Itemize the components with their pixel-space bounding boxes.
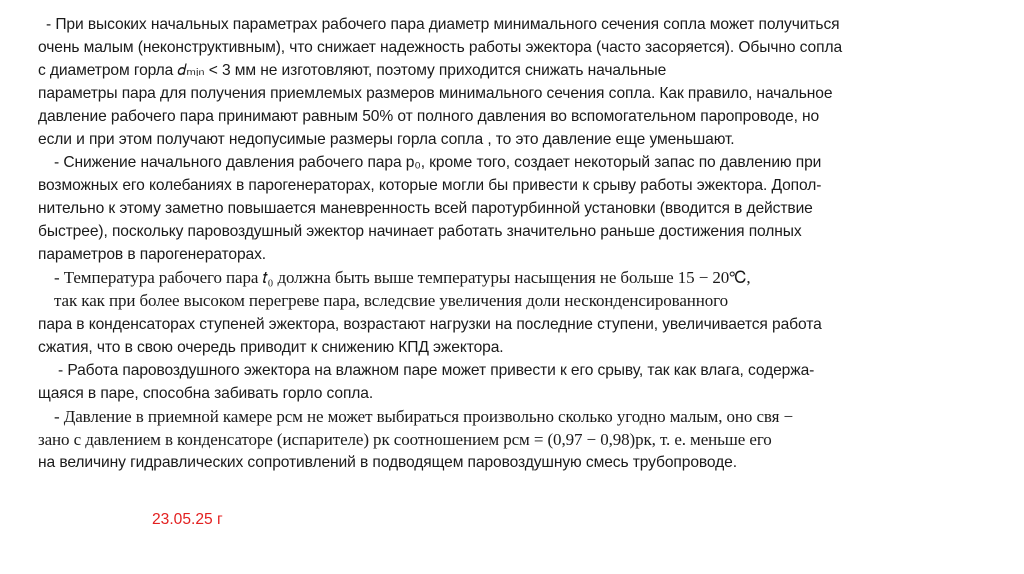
text-line: щаяся в паре, способна забивать горло сопла. bbox=[38, 385, 374, 402]
text-line: с диаметром горла 𝑑ₘᵢₙ < 3 мм не изготовляют, поэтому приходится снижать начальные bbox=[38, 62, 667, 79]
text-line: - Давление в приемной камере pсм не может выбираться произвольно сколько угодно малым, оно свя − bbox=[54, 407, 793, 426]
text-line: - При высоких начальных параметрах рабочего пара диаметр минимального сечения сопла может получиться bbox=[46, 16, 840, 33]
text-line: - Снижение начального давления рабочего пара p₀, кроме того, создает некоторый запас по давлению при bbox=[54, 154, 822, 171]
text-line: сжатия, что в свою очередь приводит к снижению КПД эжектора. bbox=[38, 339, 504, 356]
text-line: зано с давлением в конденсаторе (испарителе) pк соотношением pсм = (0,97 − 0,98)pк, т. е. меньше его bbox=[38, 430, 772, 449]
date-label: 23.05.25 г bbox=[152, 511, 223, 528]
text-line: пара в конденсаторах ступеней эжектора, возрастают нагрузки на последние ступени, увеличивается работа bbox=[38, 316, 822, 333]
text-line: так как при более высоком перегреве пара, вследсвие увеличения доли несконденсированного bbox=[54, 291, 729, 310]
text-line: параметров в парогенераторах. bbox=[38, 246, 267, 263]
text-line: - Работа паровоздушного эжектора на влажном паре может привести к его срыву, так как влага, содержа- bbox=[58, 362, 815, 379]
text-line: на величину гидравлических сопротивлений в подводящем паровоздушную смесь трубопроводе. bbox=[38, 454, 737, 471]
text-line: очень малым (неконструктивным), что снижает надежность работы эжектора (часто засоряется). Обычно сопла bbox=[38, 39, 843, 56]
text-line: - Температура рабочего пара 𝑡₀ должна быть выше температуры насыщения не больше 15 − 20℃, bbox=[54, 268, 751, 287]
text-line: возможных его колебаниях в парогенераторах, которые могли бы привести к срыву работы эжектора. Допол- bbox=[38, 177, 822, 194]
text-line: нительно к этому заметно повышается маневренность всей паротурбинной установки (вводится в действие bbox=[38, 200, 813, 217]
text-line: быстрее), поскольку паровоздушный эжектор начинает работать значительно раньше достижения полных bbox=[38, 223, 802, 240]
text-line: давление рабочего пара принимают равным 50% от полного давления во вспомогательном паропроводе, но bbox=[38, 108, 820, 125]
text-line: если и при этом получают недопусимые размеры горла сопла , то это давление еще уменьшают. bbox=[38, 131, 735, 148]
text-line: параметры пара для получения приемлемых размеров минимального сечения сопла. Как правило, начальное bbox=[38, 85, 833, 102]
